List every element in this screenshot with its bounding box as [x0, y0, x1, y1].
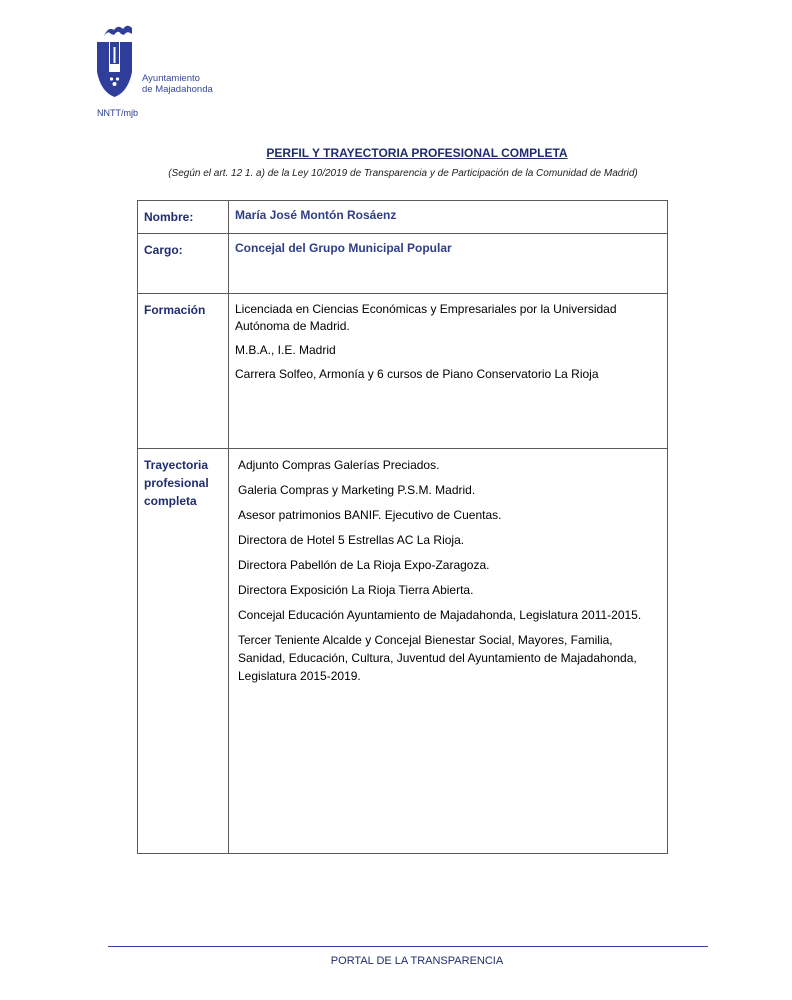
trayectoria-label: Trayectoria profesional completa: [138, 449, 229, 854]
nombre-label: Nombre:: [138, 201, 229, 234]
trayectoria-item: Directora Pabellón de La Rioja Expo-Zaragoza.: [238, 558, 490, 572]
document-subtitle: (Según el art. 12 1. a) de la Ley 10/2019 de Transparencia y de Participación de la Comunidad de Madrid): [168, 168, 638, 179]
trayectoria-list: [229, 449, 668, 854]
reference-code: NNTT/mjb: [97, 108, 138, 118]
trayectoria-item: Asesor patrimonios BANIF. Ejecutivo de Cuentas.: [238, 508, 502, 522]
trayectoria-item: Directora de Hotel 5 Estrellas AC La Rioja.: [238, 533, 465, 547]
row-formacion: [138, 294, 668, 449]
logo-m-mark: [104, 26, 132, 36]
trayectoria-item: Directora Exposición La Rioja Tierra Abierta.: [238, 583, 474, 597]
cargo-label: Cargo:: [138, 234, 229, 294]
formacion-label: Formación: [138, 294, 229, 449]
document-title: PERFIL Y TRAYECTORIA PROFESIONAL COMPLETA: [266, 146, 568, 160]
footer-text: PORTAL DE LA TRANSPARENCIA: [330, 955, 504, 967]
row-trayectoria: [138, 449, 668, 854]
trayectoria-item: Tercer Teniente Alcalde y Concejal Bienestar Social, Mayores, Familia, Sanidad, Educación, Cultura, Juventud del Ayuntamiento de Majadahonda, Legislatura 2015-2019.: [238, 633, 637, 683]
footer-divider: [108, 946, 708, 947]
logo-caption: [142, 73, 213, 95]
cargo-value: Concejal del Grupo Municipal Popular: [229, 234, 668, 294]
formacion-item: Carrera Solfeo, Armonía y 6 cursos de Piano Conservatorio La Rioja: [235, 367, 599, 381]
trayectoria-item: Adjunto Compras Galerías Preciados.: [238, 458, 440, 472]
logo-tower-right: [120, 42, 132, 72]
row-cargo: [138, 234, 668, 294]
row-nombre: [138, 201, 668, 234]
formacion-list: [229, 294, 668, 449]
trayectoria-item: Concejal Educación Ayuntamiento de Majadahonda, Legislatura 2011-2015.: [238, 608, 642, 622]
logo-caption-line-1: Ayuntamiento: [142, 73, 200, 84]
formacion-item: Licenciada en Ciencias Económicas y Empresariales por la Universidad Autónoma de Madrid.: [235, 302, 617, 333]
trayectoria-item: Galeria Compras y Marketing P.S.M. Madrid.: [238, 483, 476, 497]
profile-table: [137, 200, 668, 854]
nombre-value: María José Montón Rosáenz: [229, 201, 668, 234]
logo-tower-left: [97, 42, 109, 72]
logo-caption-line-2: de Majadahonda: [142, 84, 213, 95]
formacion-item: M.B.A., I.E. Madrid: [235, 343, 336, 357]
